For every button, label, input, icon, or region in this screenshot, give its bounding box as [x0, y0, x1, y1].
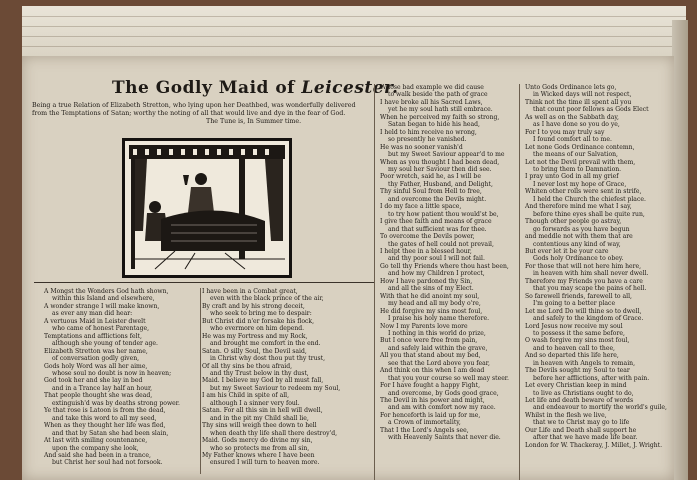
verse-line: but my Sweet Saviour appear'd to me — [388, 151, 505, 159]
verse-line: I pray unto God in all my grief — [525, 173, 619, 181]
verse-line: And so departed this life here, — [525, 352, 619, 360]
verse-line: And therefore mind me what I say, — [525, 203, 632, 211]
verse-line: I held to him receive no wrong, — [380, 128, 477, 136]
deathbed-scene-icon — [125, 141, 289, 275]
verse-line: with Heavenly Saints that never die. — [388, 434, 501, 442]
verse-line: For those that will not here him here, — [525, 262, 642, 270]
verse-line: A wonder strange I will make known, — [44, 302, 160, 310]
verse-line: to walk beside the path of grace — [388, 91, 488, 99]
verse-line: My Father knows where I have been — [202, 451, 315, 459]
verse-line: Satan. For all this sin in hell will dwell, — [202, 407, 323, 415]
verse-line: who came of honest Parentage, — [52, 325, 150, 333]
verse-line: and endeavour to mortify the world's guile, — [533, 404, 667, 412]
verse-line: But Christ did n'er forsake his flock, — [202, 317, 315, 325]
ballad-subtitle: Being a true Relation of Elizabeth Stretton, who lying upon her Deathbed, was wonderfully delivered from the Temptations of Satan; worthy the noting of all that would live and dye in the fear of God. — [32, 102, 356, 117]
verse-line: Our Life and Death shall support he — [525, 426, 637, 434]
verse-line: Let life and death beware of words — [525, 397, 634, 405]
verse-line: to bring them to Damnation. — [533, 165, 622, 173]
verse-line: Whilst in the flesh we live, — [525, 411, 607, 419]
verse-column-2 — [202, 288, 376, 478]
verse-line: Whose bad example we did cause — [380, 84, 484, 91]
verse-line: Think not the time ill spent all you — [525, 98, 632, 106]
verse-line: I praise his holy name therefore. — [388, 315, 490, 323]
verse-line: How I have pardoned thy Sin, — [380, 277, 473, 285]
verse-line: Satan. O silly Soul, the Devil said, — [202, 347, 307, 355]
verse-line: a Crown of immortality, — [388, 419, 461, 427]
verse-line: And think on this when I am dead — [380, 367, 485, 375]
verse-line: I have broke all his Sacred Laws, — [380, 98, 483, 106]
verse-line: For I to you may truly say — [525, 128, 605, 136]
verse-line: and safely laid within the grave, — [388, 344, 488, 352]
verse-line: but my Sweet Saviour to redeem my Soul, — [210, 384, 341, 392]
verse-line: I held the Church the chiefest place. — [533, 195, 646, 203]
verse-line: As well as on the Sabbath day, — [525, 113, 619, 121]
verse-line: and in the pit my Child shall lie, — [210, 414, 309, 422]
verse-line: I never lost my hope of Grace, — [533, 180, 627, 188]
title-main: The Godly Maid of — [112, 78, 302, 98]
verse-line: as I have done so you do ye, — [533, 121, 620, 129]
verse-line: although she young of tender age. — [52, 340, 158, 348]
divider-rule — [34, 282, 374, 283]
verse-line: my head and all my body o're, — [388, 300, 481, 308]
verse-line: and overcome the Devils might. — [388, 195, 487, 203]
verse-line: Ye that rose is Latoon is from the dead, — [44, 407, 166, 415]
verse-line: Therefore my Friends you have a care — [525, 277, 643, 285]
verse-line: and thy Trust below in thy dust, — [210, 369, 309, 377]
verse-line: London for W. Thackeray, J. Millet, J. Wright. — [525, 441, 663, 449]
verse-line: ensured I will turn to heaven more. — [210, 459, 320, 467]
verse-line: But ever let it be your care — [525, 247, 609, 255]
verse-line: Let none Gods Ordinance contemn, — [525, 143, 635, 151]
verse-line: upon the company she look, — [52, 444, 139, 452]
verse-line: Maid. I believe my God by all must fall, — [202, 377, 324, 385]
verse-line: when death thy life shall there destroy'd, — [210, 429, 338, 437]
verse-line: and that sufficient was for thee. — [388, 225, 487, 233]
verse-line: I have been in a Combat great, — [202, 288, 298, 295]
verse-line: Lord Jesus now receive my soul — [525, 322, 623, 330]
verse-line: Thy sinful Soul from Hell to free, — [380, 188, 482, 196]
verse-line: who evermore on him depend. — [210, 325, 305, 333]
verse-line: who seek to bring me to despair: — [210, 310, 312, 318]
verse-line: So farewell friends, farewell to all, — [525, 292, 632, 300]
verse-line: Though other people go astray, — [525, 218, 622, 226]
verse-line: before thine eyes shall be quite run, — [533, 210, 645, 218]
verse-line: my soul her Saviour then did see. — [388, 165, 492, 173]
verse-line: in heaven with Angels to remain, — [533, 359, 636, 367]
verse-line: who so protects me from all sin, — [210, 444, 310, 452]
verse-line: I helpt thee in a blessed hour, — [380, 247, 472, 255]
verse-column-4 — [519, 84, 674, 480]
verse-line: Whiten other rolls were sent in strife, — [525, 188, 642, 196]
verse-line: A vertuous Maid in Leister dwelt — [44, 317, 146, 325]
verse-line: I give thee faith and means of grace — [380, 218, 492, 226]
verse-line: Thy sins will weigh thee down to hell — [202, 422, 317, 430]
verse-line: and that by Satan she had been slain, — [52, 429, 169, 437]
verse-line: For henceforth is laid up for me, — [380, 411, 481, 419]
verse-line: to live as Christians ought to do, — [533, 389, 634, 397]
title-place: Leicester. — [301, 78, 399, 98]
verse-line: All you that stand about my bed, — [380, 352, 481, 360]
verse-line: as ever any man did hear: — [52, 310, 133, 318]
verse-line: Elizabeth Stretton was her name, — [44, 347, 148, 355]
verse-line: and in a Trance lay half an hour, — [52, 384, 153, 392]
verse-line: I nothing in this world do prize, — [388, 329, 486, 337]
verse-line: to possess it the same before, — [533, 329, 625, 337]
verse-line: go forwards as you have begun — [533, 225, 630, 233]
verse-line: That I the Lord's Angels see, — [380, 426, 469, 434]
verse-line: Let every Christian keep in mind — [525, 382, 627, 390]
verse-line: Satan began to hide his head, — [388, 121, 480, 129]
verse-line: the means of our Salvation, — [533, 151, 618, 159]
verse-line: Unto Gods Ordinance lets go, — [525, 84, 617, 91]
verse-line: Gods holy Ordinance to obey. — [533, 255, 624, 263]
verse-line: Poor wretch, said he, as I will be — [380, 173, 481, 181]
verse-line: To overcome the Devils power, — [380, 233, 475, 241]
verse-line: contentious any kind of way, — [533, 240, 621, 248]
verse-line: And said she had been in a trance, — [44, 451, 151, 459]
verse-line: Maid. Gods mercy do divine my sin, — [202, 437, 313, 445]
verse-line: and all the sins of my Elect. — [388, 285, 474, 293]
verse-line: When as you thought I had been dead, — [380, 158, 500, 166]
verse-line: see that the Lord above you fear, — [388, 359, 490, 367]
verse-line: the gates of hell could not prevail, — [388, 240, 494, 248]
woodcut-illustration — [122, 138, 292, 278]
verse-line: Temptations and afflictions felt, — [44, 332, 142, 340]
verse-column-3 — [374, 84, 520, 480]
verse-line: and how my Children I protect, — [388, 270, 485, 278]
verse-line: I am his Child in spite of all, — [202, 392, 290, 400]
verse-line: in heaven with him shall never dwell. — [533, 270, 649, 278]
verse-line: The Devil in his power and might, — [380, 397, 485, 405]
verse-line: after that we have made life bear. — [533, 434, 638, 442]
verse-line: whose soul no doubt is now in heaven; — [52, 369, 172, 377]
verse-line: God took her and she lay in bed — [44, 377, 143, 385]
verse-line: that count poor fellows as Gods Elect — [533, 106, 649, 114]
verse-line: O wash forgive my sins most foul, — [525, 337, 630, 345]
verse-line: Now I my Parents love more — [380, 322, 468, 330]
verse-line: of conversation godly given, — [52, 355, 140, 363]
verse-line: and brought me comfort in the end. — [210, 340, 321, 348]
verse-line: A Mongst the Wonders God hath shown, — [44, 288, 169, 295]
verse-line: but Christ her soul had not forsook. — [52, 459, 163, 467]
verse-line: before her afflictions, after with pain. — [533, 374, 650, 382]
verse-line: When as they thought her life was fled, — [44, 422, 166, 430]
verse-line: and thy poor soul I will not fail. — [388, 255, 485, 263]
verse-line: thy Father, Husband, and Delight, — [388, 180, 493, 188]
verse-column-1 — [44, 288, 206, 478]
verse-line: I do my face a little space, — [380, 203, 462, 211]
verse-line: and safely to the kingdom of Grace. — [533, 315, 644, 323]
verse-line: and am with comfort now my race. — [388, 404, 496, 412]
verse-line: Of all thy sins be thou afraid, — [202, 362, 293, 370]
verse-line: and to heaven call to thee, — [533, 344, 615, 352]
verse-line: yet he my soul hath still embrace. — [388, 106, 493, 114]
verse-line: At last with smiling countenance, — [44, 437, 148, 445]
verse-line: The Devils sought my Soul to tear — [525, 367, 630, 375]
verse-line: and take this word to all my seed, — [52, 414, 157, 422]
verse-line: that you may scape the pains of hell. — [533, 285, 647, 293]
broadside-page — [22, 56, 674, 480]
verse-line: and overcome, by Gods good grace, — [388, 389, 499, 397]
page-fore-edge — [672, 20, 688, 480]
verse-line: Let me Lord Do will thine so to dwell, — [525, 307, 642, 315]
verse-line: that you your course so well may steer. — [388, 374, 509, 382]
verse-line: He was no sooner vanish'd — [380, 143, 463, 151]
verse-line: I found comfort all to me. — [533, 136, 612, 144]
verse-line: to try how patient thou would'st be, — [388, 210, 499, 218]
verse-line: With that he did anoint my soul, — [380, 292, 480, 300]
verse-line: He was my Fortress and my Rock, — [202, 332, 308, 340]
verse-line: That people thought she was dead, — [44, 392, 153, 400]
verse-line: I'm going to a better place — [533, 300, 616, 308]
verse-line: extinguish'd was by deaths strong power. — [52, 399, 180, 407]
verse-line: For I have fought a happy Fight, — [380, 382, 481, 390]
verse-line: and meddle not with them that are — [525, 233, 633, 241]
verse-line: But I once were free from pain, — [380, 337, 478, 345]
verse-line: so presently he vanished. — [388, 136, 467, 144]
verse-line: although I a sinner very foul. — [210, 399, 300, 407]
verse-line: that we to Christ may go to life — [533, 419, 630, 427]
verse-line: He did forgive my sins most foul, — [380, 307, 483, 315]
ballad-title — [112, 78, 398, 98]
verse-line: Gods holy Word was all her aime, — [44, 362, 148, 370]
verse-line: By craft and by his strong deceit, — [202, 302, 305, 310]
verse-line: within this Island and elsewhere, — [52, 295, 155, 303]
verse-line: in Wicked days will not respect, — [533, 91, 632, 99]
verse-line: When he perceived my faith so strong, — [380, 113, 500, 121]
verse-line: Go tell thy Friends where thou hast been, — [380, 262, 509, 270]
verse-line: in Christ why dost thou put thy trust, — [210, 355, 326, 363]
verse-line: even with the black prince of the air, — [210, 295, 324, 303]
tune-note: The Tune is, In Summer time. — [206, 118, 302, 125]
verse-line: Let not the Devil prevail with them, — [525, 158, 636, 166]
